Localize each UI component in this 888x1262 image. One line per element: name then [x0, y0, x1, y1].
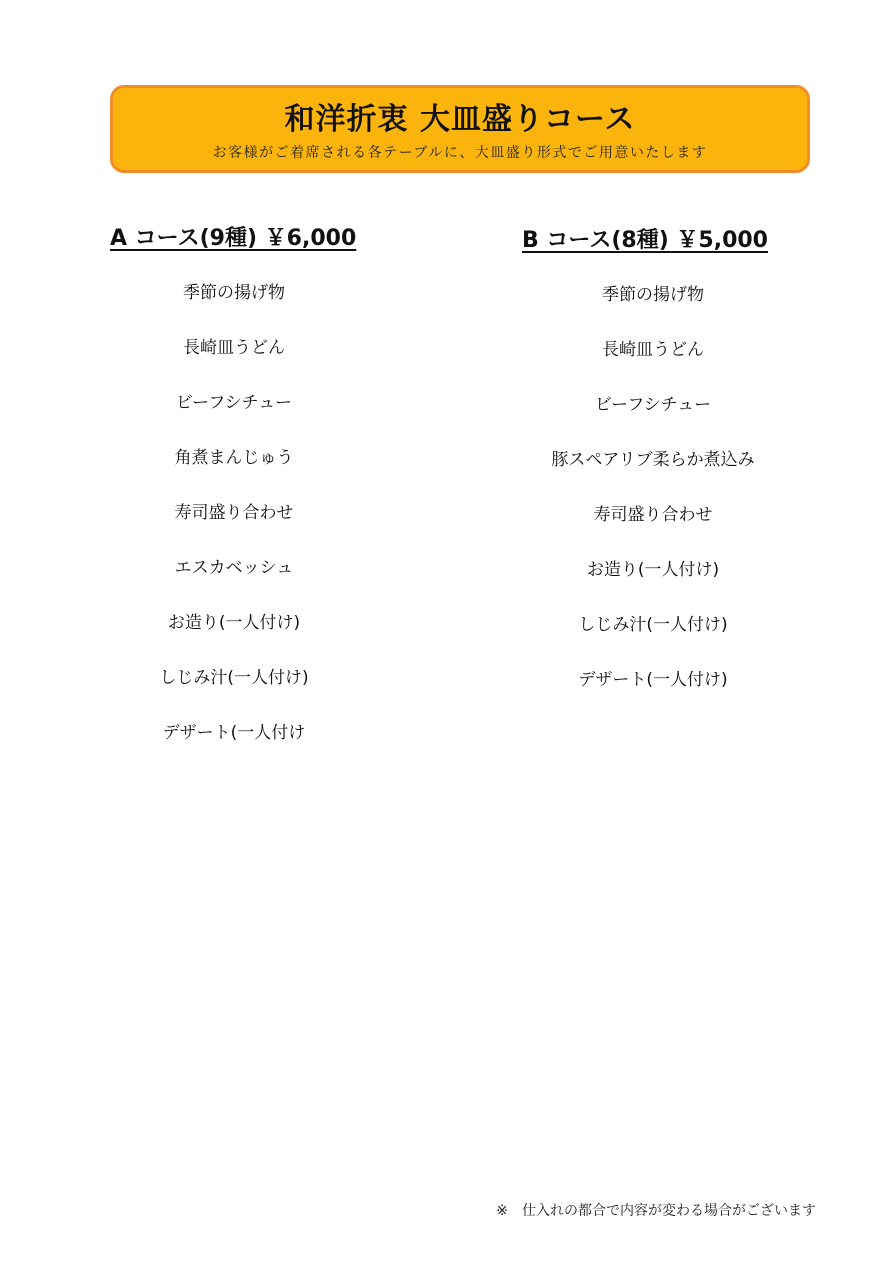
menu-item: 長崎皿うどん: [183, 338, 285, 358]
menu-item: 豚スペアリブ柔らか煮込み: [551, 450, 755, 470]
menu-item: 季節の揚げ物: [602, 285, 704, 305]
footnote: ※ 仕入れの都合で内容が変わる場合がございます: [496, 1203, 816, 1219]
title-banner: [110, 85, 810, 173]
course-a-heading: A コース(9種) ￥6,000: [110, 226, 357, 251]
menu-item: 長崎皿うどん: [602, 340, 704, 360]
menu-item: しじみ汁(一人付け): [159, 668, 309, 688]
menu-item: 角煮まんじゅう: [174, 448, 294, 468]
course-b-heading: B コース(8種) ￥5,000: [522, 228, 768, 253]
page-title: 和洋折衷 大皿盛りコース: [284, 102, 636, 137]
menu-item: しじみ汁(一人付け): [578, 615, 728, 635]
course-b-section: [503, 226, 803, 690]
course-a-section: [84, 224, 384, 743]
menu-item: 寿司盛り合わせ: [593, 505, 713, 525]
menu-item: デザート(一人付け: [162, 723, 306, 743]
menu-item: 季節の揚げ物: [183, 283, 285, 303]
page-subtitle: お客様がご着席される各テーブルに、大皿盛り形式でご用意いたします: [212, 145, 708, 161]
menu-item: ビーフシチュー: [594, 395, 712, 415]
menu-item: お造り(一人付け): [586, 560, 720, 580]
menu-item: 寿司盛り合わせ: [174, 503, 294, 523]
menu-item: デザート(一人付け): [578, 670, 728, 690]
menu-item: エスカベッシュ: [174, 558, 294, 578]
course-b-menu-list: [503, 283, 803, 723]
menu-item: ビーフシチュー: [175, 393, 293, 413]
course-a-menu-list: [84, 281, 384, 776]
menu-item: お造り(一人付け): [167, 613, 301, 633]
